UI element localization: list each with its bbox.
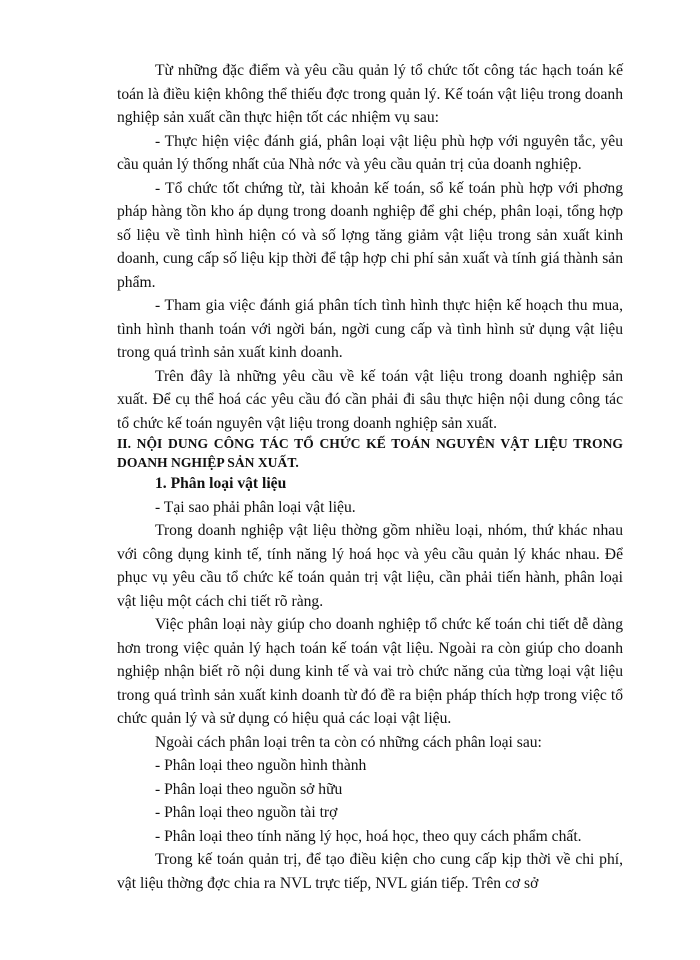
body-paragraph: Ngoài cách phân loại trên ta còn có những cách phân loại sau: [155,733,542,751]
intro-paragraph: Từ những đặc điểm và yêu cầu quản lý tổ chức tốt công tác hạch toán kế toán là điều kiện không thể thiếu đợc trong quản lý. Kế toán vật liệu trong doanh nghiệp sản xuất cần thực hiện tốt các nhiệm vụ sau: [117,62,623,126]
classification-list-item: - Phân loại theo nguồn sở hữu [155,780,343,798]
document-page [117,59,623,895]
summary-paragraph: Trên đây là những yêu cầu về kế toán vật liệu trong doanh nghiệp sản xuất. Để cụ thể hoá các yêu cầu đó cần phải đi sâu thực hiện nội dung công tác tổ chức kế toán nguyên vật liệu trong doanh nghiệp sản xuất. [117,367,623,432]
body-paragraph: Trong doanh nghiệp vật liệu thờng gồm nhiều loại, nhóm, thứ khác nhau với công dụng kinh tế, tính năng lý hoá học và yêu cầu quản lý khác nhau. Để phục vụ yêu cầu tổ chức kế toán quản trị vật liệu, cần phải tiến hành, phân loại vật liệu một cách chi tiết rõ ràng. [117,522,623,610]
task-item: - Tổ chức tốt chứng từ, tài khoản kế toán, sổ kế toán phù hợp với phơng pháp hàng tồn kho áp dụng trong doanh nghiệp để ghi chép, phân loại, tổng hợp số liệu về tình hình hiện có và số lợng tăng giảm vật liệu trong sản xuất kinh doanh, cung cấp số liệu kịp thời để tập hợp chi phí sản xuất và tính giá thành sản phẩm. [117,179,623,291]
section-heading: II. NỘI DUNG CÔNG TÁC TỔ CHỨC KẾ TOÁN NGUYÊN VẬT LIỆU TRONG DOANH NGHIỆP SẢN XUẤT. [117,436,623,470]
subsection-heading: 1. Phân loại vật liệu [155,475,287,492]
body-paragraph: Việc phân loại này giúp cho doanh nghiệp tổ chức kế toán chi tiết dễ dàng hơn trong việc quản lý hạch toán kế toán vật liệu. Ngoài ra còn giúp cho doanh nghiệp nhận biết rõ nội dung kinh tế và vai trò chức năng của từng loại vật liệu trong quá trình sản xuất kinh doanh từ đó đề ra biện pháp thích hợp trong việc tổ chức quản lý và sử dụng có hiệu quả các loại vật liệu. [117,616,623,727]
classification-list-item: - Phân loại theo tính năng lý học, hoá học, theo quy cách phẩm chất. [155,827,582,845]
task-item: - Thực hiện việc đánh giá, phân loại vật liệu phù hợp với nguyên tắc, yêu cầu quản lý thống nhất của Nhà nớc và yêu cầu quản trị của doanh nghiệp. [117,132,623,173]
closing-paragraph: Trong kế toán quản trị, để tạo điều kiện cho cung cấp kịp thời về chi phí, vật liệu thờng đợc chia ra NVL trực tiếp, NVL gián tiếp. Trên cơ sở [117,851,623,892]
classification-list-item: - Phân loại theo nguồn tài trợ [155,804,338,821]
task-item: - Tham gia việc đánh giá phân tích tình hình thực hiện kế hoạch thu mua, tình hình thanh toán với ngời bán, ngời cung cấp và tình hình sử dụng vật liệu trong quá trình sản xuất kinh doanh. [117,297,623,361]
classification-list-item: - Phân loại theo nguồn hình thành [155,757,367,774]
question-line: - Tại sao phải phân loại vật liệu. [155,498,356,516]
